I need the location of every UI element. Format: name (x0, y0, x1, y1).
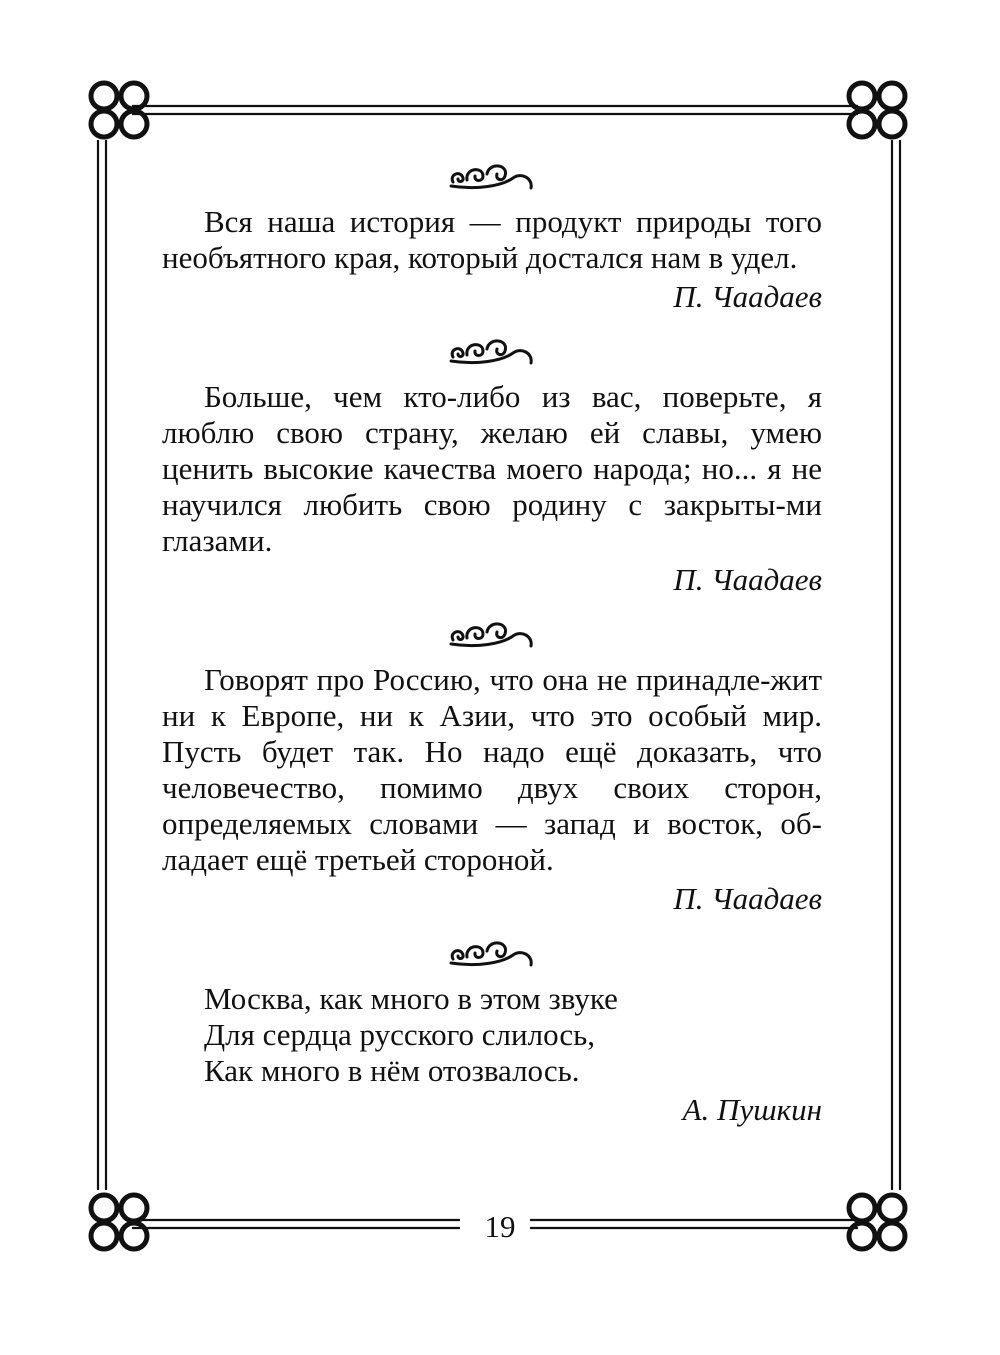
swirl-ornament-icon (447, 335, 537, 369)
quotes-column (162, 160, 822, 1128)
quote-block-3 (162, 618, 822, 917)
corner-knot-bottom-right (849, 1195, 905, 1249)
corner-knot-top-left (91, 83, 147, 137)
swirl-ornament-icon (447, 160, 537, 194)
quote-paragraph: Больше, чем кто-либо из вас, поверьте, я люблю свою страну, желаю ей славы, умею ценить высокие качества моего народа; но... я не научился любить свою родину с закрыты-ми глазами. (162, 379, 822, 558)
poem-verse (162, 981, 822, 1089)
poem-author: А. Пушкин (682, 1092, 822, 1127)
quote-paragraph: Вся наша история — продукт природы того необъятного края, который достался нам в удел. (162, 204, 822, 275)
quote-text (162, 379, 822, 559)
swirl-ornament-icon (447, 937, 537, 971)
poem-line: Как много в нём отозвалось. (204, 1053, 580, 1088)
page-number: 19 (484, 1209, 516, 1244)
quote-block-1 (162, 160, 822, 315)
quote-author: П. Чаадаев (673, 279, 822, 314)
poem-line: Москва, как много в этом звуке (204, 981, 618, 1016)
quote-text (162, 204, 822, 276)
poem-block (162, 937, 822, 1128)
corner-knot-top-right (849, 83, 905, 137)
quote-paragraph: Говорят про Россию, что она не принадле-жит ни к Европе, ни к Азии, что это особый мир. Пусть будет так. Но надо ещё доказать, что человечество, помимо двух своих сторон, определяемых словами — запад и восток, об-ладает ещё третьей стороной. (162, 662, 822, 877)
swirl-ornament-icon (447, 618, 537, 652)
corner-knot-bottom-left (91, 1195, 147, 1249)
quote-author: П. Чаадаев (673, 562, 822, 597)
quote-block-2 (162, 335, 822, 598)
quote-author: П. Чаадаев (673, 881, 822, 916)
quote-text (162, 662, 822, 878)
poem-line: Для сердца русского слилось, (204, 1017, 595, 1052)
